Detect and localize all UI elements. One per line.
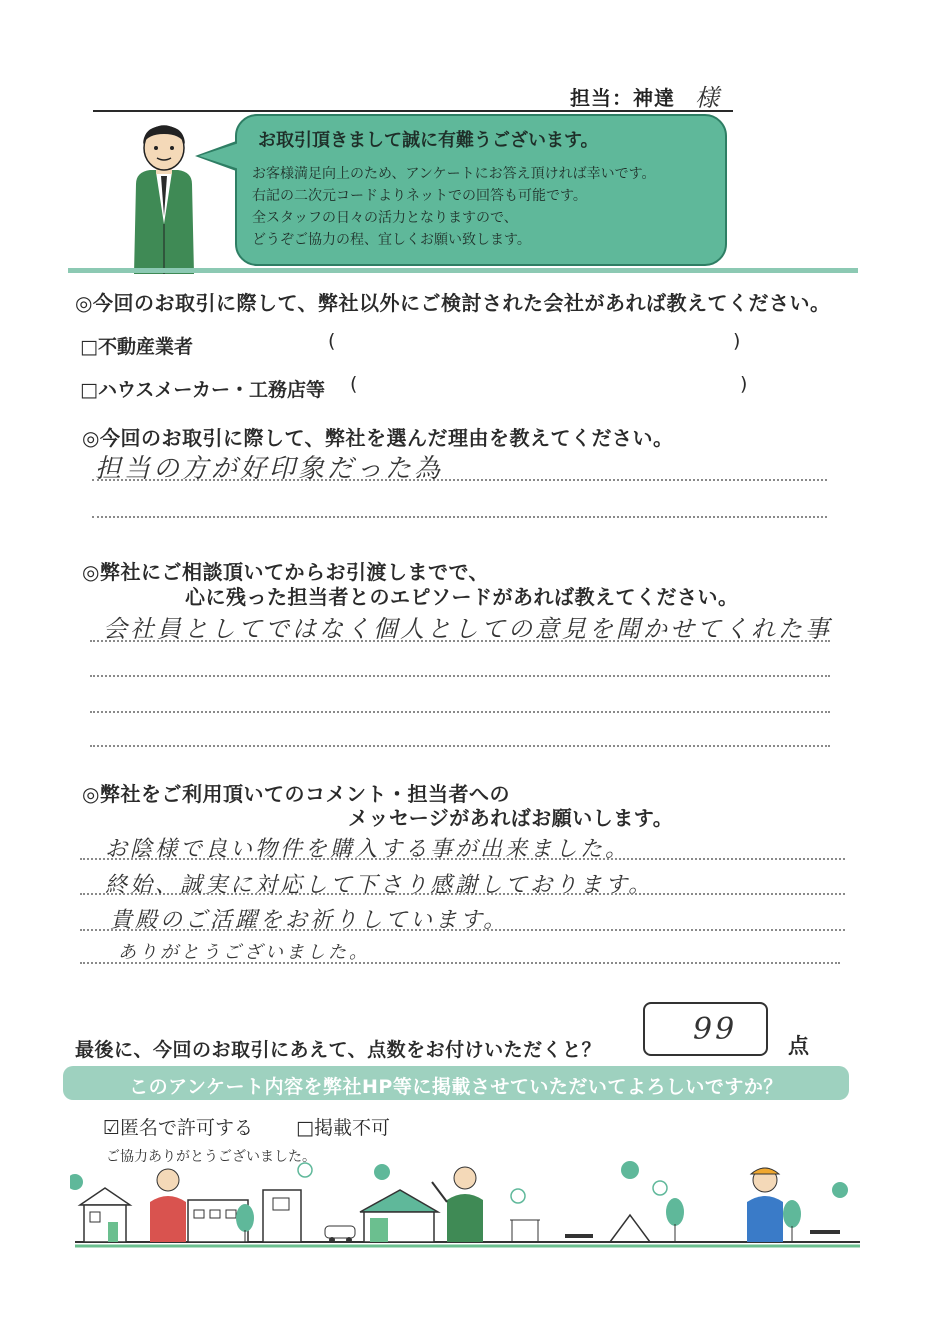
q1-option-housemaker[interactable]: □ハウスメーカー・工務店等 — [80, 379, 326, 401]
consent-band — [63, 1066, 849, 1100]
answer-dotted-line — [80, 962, 840, 964]
bubble-tail-fill — [199, 143, 239, 169]
bubble-line: お客様満足向上のため、アンケートにお答え頂ければ幸いです。 — [252, 166, 656, 182]
answer-dotted-line — [90, 640, 830, 642]
score-unit: 点 — [788, 1034, 810, 1058]
answer-dotted-line — [90, 675, 830, 677]
q4-question-line2: メッセージがあればお願いします。 — [348, 806, 674, 830]
header-band — [68, 268, 858, 273]
answer-dotted-line — [92, 516, 827, 518]
score-value-handwritten: 99 — [693, 1012, 738, 1047]
q4-answer-line3-handwritten: 貴殿のご活躍をお祈りしています。 — [110, 908, 509, 933]
q3-question-line1: ◎弊社にご相談頂いてからお引渡しまでで、 — [82, 560, 490, 584]
honorific-handwritten: 様 — [695, 84, 722, 112]
q4-question-line1: ◎弊社をご利用頂いてのコメント・担当者への — [82, 782, 510, 806]
q4-answer-line1-handwritten: お陰様で良い物件を購入する事が出来ました。 — [105, 837, 631, 862]
answer-dotted-line — [90, 711, 830, 713]
consent-decline-checkbox[interactable]: □掲載不可 — [296, 1117, 390, 1139]
thanks-text: ご協力ありがとうございました。 — [106, 1149, 316, 1165]
q4-answer-line4-handwritten: ありがとうございました。 — [118, 942, 370, 963]
score-question: 最後に、今回のお取引にあえて、点数をお付けいただくと？ — [75, 1039, 602, 1061]
q1-option-housemaker-close: ) — [740, 373, 748, 395]
q3-question-line2: 心に残った担当者とのエピソードがあれば教えてください。 — [185, 585, 739, 609]
header-rule — [93, 110, 733, 112]
town-illustration — [70, 1160, 865, 1250]
answer-dotted-line — [80, 858, 845, 860]
consent-anonymous-checkbox[interactable]: ☑匿名で許可する — [103, 1117, 254, 1139]
q2-question: ◎今回のお取引に際して、弊社を選んだ理由を教えてください。 — [82, 426, 674, 450]
answer-dotted-line — [90, 745, 830, 747]
q1-option-realestate[interactable]: □不動産業者 — [80, 336, 193, 358]
q2-answer-handwritten: 担当の方が好印象だった為 — [95, 454, 444, 484]
bubble-title: お取引頂きまして誠に有難うございます。 — [258, 130, 599, 151]
answer-dotted-line — [92, 479, 827, 481]
staff-character-illustration — [128, 124, 200, 274]
answer-dotted-line — [80, 929, 845, 931]
bubble-line: どうぞご協力の程、宜しくお願い致します。 — [252, 232, 531, 248]
q1-question: ◎今回のお取引に際して、弊社以外にご検討された会社があれば教えてください。 — [75, 291, 831, 315]
q3-answer-handwritten: 会社員としてではなく個人としての意見を聞かせてくれた事 — [103, 615, 832, 643]
q1-option-housemaker-open: ( — [350, 373, 358, 395]
q1-option-realestate-open: ( — [328, 330, 336, 352]
q1-option-realestate-close: ) — [733, 330, 741, 352]
bubble-line: 全スタッフの日々の活力となりますので、 — [252, 210, 518, 226]
bubble-line: 右記の二次元コードよりネットでの回答も可能です。 — [252, 188, 587, 204]
q4-answer-line2-handwritten: 終始、誠実に対応して下さり感謝しております。 — [105, 873, 654, 898]
consent-question: このアンケート内容を弊社HP等に掲載させていただいてよろしいですか？ — [129, 1076, 783, 1098]
answer-dotted-line — [80, 893, 845, 895]
staff-name: 担当：神達 — [570, 86, 675, 110]
